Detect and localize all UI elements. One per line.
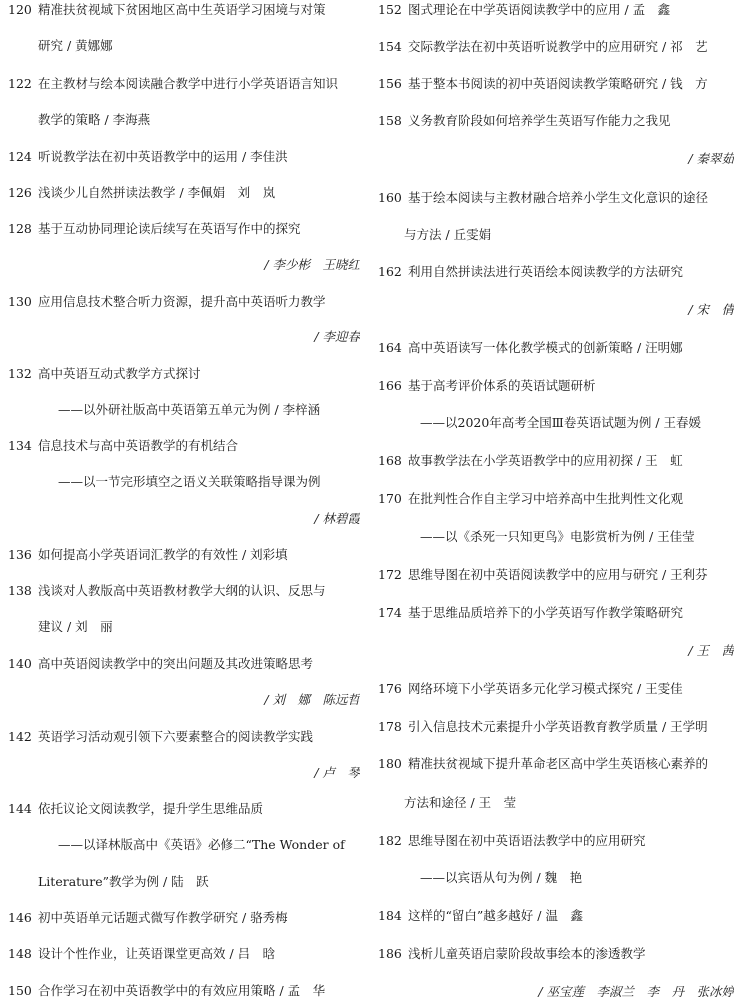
entry-title: 英语学习活动观引领下六要素整合的阅读教学实践 xyxy=(38,729,314,744)
page-number: 142 xyxy=(8,729,32,744)
page-number: 154 xyxy=(378,39,402,54)
toc-entry-120[interactable] xyxy=(8,0,358,22)
page-number: 130 xyxy=(8,294,32,309)
toc-entry-130[interactable] xyxy=(8,290,358,314)
page-number: 124 xyxy=(8,149,32,164)
entry-title: 基于高考评价体系的英语试题研析 xyxy=(408,378,596,393)
toc-entry-178[interactable] xyxy=(378,715,734,739)
toc-entry-166[interactable] xyxy=(378,374,734,398)
entry-subtitle: ——以译林版高中《英语》必修二“The Wonder of xyxy=(58,837,345,852)
entry-title: 合作学习在初中英语教学中的有效应用策略 / 孟 华 xyxy=(38,983,326,998)
entry-title: 精准扶贫视域下提升革命老区高中学生英语核心素养的 xyxy=(408,756,709,771)
entry-title: 引入信息技术元素提升小学英语教育教学质量 / 王学明 xyxy=(408,719,708,734)
entry-title: 基于互动协同理论读后续写在英语写作中的探究 xyxy=(38,221,301,236)
entry-author: / 巫宝莲 李淑兰 李 丹 张冰婷 xyxy=(538,984,734,999)
entry-title: 这样的“留白”越多越好 / 温 鑫 xyxy=(408,908,583,923)
toc-entry-158[interactable] xyxy=(378,109,734,133)
page-number: 172 xyxy=(378,567,402,582)
page-number: 180 xyxy=(378,756,402,771)
entry-title: 浅谈对人教版高中英语教材教学大纲的认识、反思与 xyxy=(38,583,326,598)
entry-title: 高中英语互动式教学方式探讨 xyxy=(38,366,201,381)
page-number: 168 xyxy=(378,453,402,468)
entry-title: 高中英语读写一体化教学模式的创新策略 / 汪明娜 xyxy=(408,340,683,355)
entry-title: 听说教学法在初中英语教学中的运用 / 李佳洪 xyxy=(38,149,288,164)
page-number: 144 xyxy=(8,801,32,816)
toc-entry-140[interactable] xyxy=(8,652,358,676)
entry-title: 基于思维品质培养下的小学英语写作教学策略研究 xyxy=(408,605,684,620)
entry-title: 高中英语阅读教学中的突出问题及其改进策略思考 xyxy=(38,656,314,671)
page-number: 150 xyxy=(8,983,32,998)
toc-entry-132[interactable] xyxy=(8,362,358,386)
entry-title: 在主教材与绘本阅读融合教学中进行小学英语语言知识 xyxy=(38,76,339,91)
page-number: 156 xyxy=(378,76,402,91)
entry-author: / 李少彬 王晓红 xyxy=(264,257,360,272)
entry-title: 如何提高小学英语词汇教学的有效性 / 刘彩填 xyxy=(38,547,288,562)
toc-entry-134[interactable] xyxy=(8,434,358,458)
toc-entry-126[interactable] xyxy=(8,181,358,205)
entry-author: / 卢 琴 xyxy=(314,765,360,780)
page-number: 164 xyxy=(378,340,402,355)
toc-entry-186[interactable] xyxy=(378,942,734,966)
entry-title: 初中英语单元话题式微写作教学研究 / 骆秀梅 xyxy=(38,910,288,925)
entry-title: 基于绘本阅读与主教材融合培养小学生文化意识的途径 xyxy=(408,190,709,205)
entry-title: 义务教育阶段如何培养学生英语写作能力之我见 xyxy=(408,113,671,128)
toc-entry-180[interactable] xyxy=(378,752,734,776)
page-number: 140 xyxy=(8,656,32,671)
toc-entry-156[interactable] xyxy=(378,72,734,96)
page-number: 170 xyxy=(378,491,402,506)
toc-entry-170[interactable] xyxy=(378,487,734,511)
toc-entry-172[interactable] xyxy=(378,563,734,587)
toc-entry-184[interactable] xyxy=(378,904,734,928)
page-number: 134 xyxy=(8,438,32,453)
entry-title: 思维导图在初中英语阅读教学中的应用与研究 / 王利芬 xyxy=(408,567,708,582)
entry-title-continuation: 研究 / 黄娜娜 xyxy=(38,38,113,53)
entry-title: 应用信息技术整合听力资源，提升高中英语听力教学 xyxy=(38,294,326,309)
entry-title: 图式理论在中学英语阅读教学中的应用 / 孟 鑫 xyxy=(408,2,671,17)
page-number: 138 xyxy=(8,583,32,598)
toc-entry-148[interactable] xyxy=(8,942,358,966)
entry-title: 故事教学法在小学英语教学中的应用初探 / 王 虹 xyxy=(408,453,683,468)
entry-title-continuation: 教学的策略 / 李海燕 xyxy=(38,112,151,127)
page-number: 186 xyxy=(378,946,402,961)
entry-title: 设计个性作业，让英语课堂更高效 / 吕 晗 xyxy=(38,946,276,961)
page-number: 166 xyxy=(378,378,402,393)
page-number: 120 xyxy=(8,2,32,17)
toc-entry-150[interactable] xyxy=(8,979,358,1003)
toc-entry-124[interactable] xyxy=(8,145,358,169)
toc-entry-142[interactable] xyxy=(8,725,358,749)
toc-entry-162[interactable] xyxy=(378,260,734,284)
entry-author: / 刘 娜 陈远哲 xyxy=(264,692,360,707)
page-number: 176 xyxy=(378,681,402,696)
entry-author: / 林碧霞 xyxy=(314,511,360,526)
entry-author: / 王 茜 xyxy=(688,643,734,658)
entry-subtitle-continuation: Literature”教学为例 / 陆 跃 xyxy=(38,874,209,889)
page-number: 152 xyxy=(378,2,402,17)
toc-entry-174[interactable] xyxy=(378,601,734,625)
page-number: 126 xyxy=(8,185,32,200)
toc-entry-122[interactable] xyxy=(8,72,358,96)
entry-title: 基于整本书阅读的初中英语阅读教学策略研究 / 钱 方 xyxy=(408,76,708,91)
page-number: 158 xyxy=(378,113,402,128)
toc-entry-152[interactable] xyxy=(378,0,734,22)
page-number: 148 xyxy=(8,946,32,961)
entry-subtitle: ——以外研社版高中英语第五单元为例 / 李梓涵 xyxy=(58,402,321,417)
page-number: 122 xyxy=(8,76,32,91)
entry-title: 利用自然拼读法进行英语绘本阅读教学的方法研究 xyxy=(408,264,684,279)
entry-title: 信息技术与高中英语教学的有机结合 xyxy=(38,438,239,453)
toc-entry-144[interactable] xyxy=(8,797,358,821)
entry-title: 浅析儿童英语启蒙阶段故事绘本的渗透教学 xyxy=(408,946,646,961)
entry-title: 精准扶贫视域下贫困地区高中生英语学习困境与对策 xyxy=(38,2,326,17)
entry-author: / 李迎春 xyxy=(314,329,360,344)
toc-entry-182[interactable] xyxy=(378,829,734,853)
toc-entry-154[interactable] xyxy=(378,35,734,59)
page-number: 178 xyxy=(378,719,402,734)
entry-title: 网络环境下小学英语多元化学习模式探究 / 王雯佳 xyxy=(408,681,683,696)
toc-entry-160[interactable] xyxy=(378,186,734,210)
toc-entry-146[interactable] xyxy=(8,906,358,930)
toc-entry-176[interactable] xyxy=(378,677,734,701)
page-number: 146 xyxy=(8,910,32,925)
entry-subtitle: ——以一节完形填空之语义关联策略指导课为例 xyxy=(58,474,321,489)
page-number: 160 xyxy=(378,190,402,205)
page-number: 136 xyxy=(8,547,32,562)
entry-title-continuation: 与方法 / 丘雯娟 xyxy=(404,227,492,242)
toc-entry-136[interactable] xyxy=(8,543,358,567)
entry-subtitle: ——以2020年高考全国Ⅲ卷英语试题为例 / 王春媛 xyxy=(420,415,702,430)
page-number: 162 xyxy=(378,264,402,279)
entry-title: 浅谈少儿自然拼读法教学 / 李佩娟 刘 岚 xyxy=(38,185,276,200)
page-number: 128 xyxy=(8,221,32,236)
entry-title: 在批判性合作自主学习中培养高中生批判性文化观 xyxy=(408,491,684,506)
page-number: 184 xyxy=(378,908,402,923)
toc-entry-138[interactable] xyxy=(8,579,358,603)
page-number: 182 xyxy=(378,833,402,848)
toc-entry-128[interactable] xyxy=(8,217,358,241)
entry-subtitle: ——以宾语从句为例 / 魏 艳 xyxy=(420,870,583,885)
entry-subtitle: ——以《杀死一只知更鸟》电影赏析为例 / 王佳莹 xyxy=(420,529,695,544)
entry-title-continuation: 建议 / 刘 丽 xyxy=(38,619,113,634)
page-number: 174 xyxy=(378,605,402,620)
toc-entry-168[interactable] xyxy=(378,449,734,473)
toc-entry-164[interactable] xyxy=(378,336,734,360)
entry-author: / 宋 倩 xyxy=(688,302,734,317)
entry-author: / 秦翠茹 xyxy=(688,151,734,166)
page-number: 132 xyxy=(8,366,32,381)
entry-title: 交际教学法在初中英语听说教学中的应用研究 / 祁 艺 xyxy=(408,39,708,54)
entry-title: 依托议论文阅读教学，提升学生思维品质 xyxy=(38,801,264,816)
entry-title-continuation: 方法和途径 / 王 莹 xyxy=(404,795,517,810)
entry-title: 思维导图在初中英语语法教学中的应用研究 xyxy=(408,833,646,848)
